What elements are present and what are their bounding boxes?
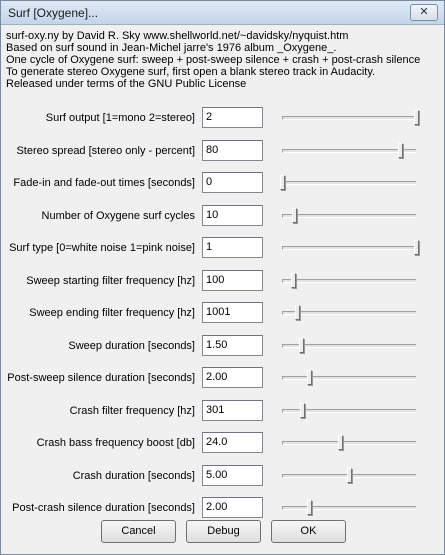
parameter-input[interactable]: 10	[202, 205, 263, 226]
slider-thumb[interactable]	[307, 370, 312, 385]
parameter-slider[interactable]	[279, 432, 419, 453]
slider-thumb[interactable]	[292, 208, 297, 223]
parameter-row	[1, 432, 445, 456]
parameter-slider[interactable]	[279, 237, 419, 258]
parameter-slider[interactable]	[279, 205, 419, 226]
slider-track[interactable]	[282, 441, 416, 445]
slider-track[interactable]	[282, 181, 416, 185]
parameter-slider[interactable]	[279, 172, 419, 193]
parameter-input[interactable]: 301	[202, 400, 263, 421]
slider-thumb[interactable]	[295, 305, 300, 320]
parameter-label: Sweep duration [seconds]	[68, 340, 195, 352]
parameter-slider[interactable]	[279, 302, 419, 323]
parameter-slider[interactable]	[279, 335, 419, 356]
close-icon: ✕	[419, 6, 429, 18]
slider-thumb[interactable]	[414, 240, 419, 255]
parameter-label: Surf type [0=white noise 1=pink noise]	[9, 242, 195, 254]
parameter-label: Surf output [1=mono 2=stereo]	[45, 112, 195, 124]
parameter-row	[1, 140, 445, 164]
parameter-row	[1, 302, 445, 326]
parameter-label: Post-sweep silence duration [seconds]	[7, 372, 195, 384]
slider-track[interactable]	[282, 149, 416, 153]
parameter-label: Stereo spread [stereo only - percent]	[16, 145, 195, 157]
parameter-label: Crash duration [seconds]	[72, 470, 195, 482]
description-line: surf-oxy.ny by David R. Sky www.shellworld.net/~davidsky/nyquist.htm	[6, 30, 349, 42]
plugin-description	[6, 30, 441, 90]
parameter-row	[1, 497, 445, 521]
parameter-row	[1, 107, 445, 131]
slider-thumb[interactable]	[414, 110, 419, 125]
description-line: One cycle of Oxygene surf: sweep + post-sweep silence + crash + post-crash silence	[6, 54, 421, 66]
slider-thumb[interactable]	[280, 175, 285, 190]
parameter-row	[1, 335, 445, 359]
parameter-input[interactable]: 1	[202, 237, 263, 258]
parameter-row	[1, 367, 445, 391]
parameter-input[interactable]: 5.00	[202, 465, 263, 486]
parameter-slider[interactable]	[279, 400, 419, 421]
parameter-slider[interactable]	[279, 497, 419, 518]
parameter-input[interactable]: 1001	[202, 302, 263, 323]
slider-track[interactable]	[282, 246, 416, 250]
parameter-row	[1, 465, 445, 489]
parameter-input[interactable]: 0	[202, 172, 263, 193]
parameter-label: Sweep starting filter frequency [hz]	[26, 275, 195, 287]
parameter-label: Fade-in and fade-out times [seconds]	[13, 177, 195, 189]
parameter-label: Post-crash silence duration [seconds]	[12, 502, 195, 514]
debug-button[interactable]: Debug	[186, 520, 261, 543]
slider-track[interactable]	[282, 116, 416, 120]
parameter-label: Crash filter frequency [hz]	[69, 405, 195, 417]
parameter-input[interactable]: 2	[202, 107, 263, 128]
parameter-row	[1, 237, 445, 261]
parameter-label: Number of Oxygene surf cycles	[41, 210, 195, 222]
slider-thumb[interactable]	[307, 500, 312, 515]
parameter-input[interactable]: 1.50	[202, 335, 263, 356]
slider-track[interactable]	[282, 376, 416, 380]
cancel-button[interactable]: Cancel	[101, 520, 176, 543]
parameter-slider[interactable]	[279, 465, 419, 486]
parameter-input[interactable]: 24.0	[202, 432, 263, 453]
parameter-row	[1, 400, 445, 424]
slider-track[interactable]	[282, 279, 416, 283]
close-button[interactable]	[410, 4, 438, 21]
parameter-row	[1, 270, 445, 294]
window-title: Surf [Oxygene]...	[8, 6, 99, 20]
slider-thumb[interactable]	[347, 468, 352, 483]
title-bar[interactable]	[1, 1, 444, 25]
slider-track[interactable]	[282, 311, 416, 315]
slider-thumb[interactable]	[338, 435, 343, 450]
parameter-slider[interactable]	[279, 107, 419, 128]
slider-track[interactable]	[282, 214, 416, 218]
parameter-input[interactable]: 2.00	[202, 497, 263, 518]
parameter-input[interactable]: 2.00	[202, 367, 263, 388]
parameter-row	[1, 172, 445, 196]
slider-track[interactable]	[282, 506, 416, 510]
description-line: Released under terms of the GNU Public License	[6, 78, 247, 90]
parameter-slider[interactable]	[279, 270, 419, 291]
description-line: Based on surf sound in Jean-Michel jarre's 1976 album _Oxygene_.	[6, 42, 337, 54]
slider-thumb[interactable]	[300, 403, 305, 418]
parameter-input[interactable]: 100	[202, 270, 263, 291]
slider-thumb[interactable]	[398, 143, 403, 158]
slider-thumb[interactable]	[291, 273, 296, 288]
parameter-slider[interactable]	[279, 367, 419, 388]
parameter-row	[1, 205, 445, 229]
description-line: To generate stereo Oxygene surf, first open a blank stereo track in Audacity.	[6, 66, 376, 78]
ok-button[interactable]: OK	[271, 520, 346, 543]
slider-thumb[interactable]	[299, 338, 304, 353]
parameter-label: Crash bass frequency boost [db]	[36, 437, 195, 449]
parameter-slider[interactable]	[279, 140, 419, 161]
parameter-label: Sweep ending filter frequency [hz]	[29, 307, 195, 319]
parameter-input[interactable]: 80	[202, 140, 263, 161]
